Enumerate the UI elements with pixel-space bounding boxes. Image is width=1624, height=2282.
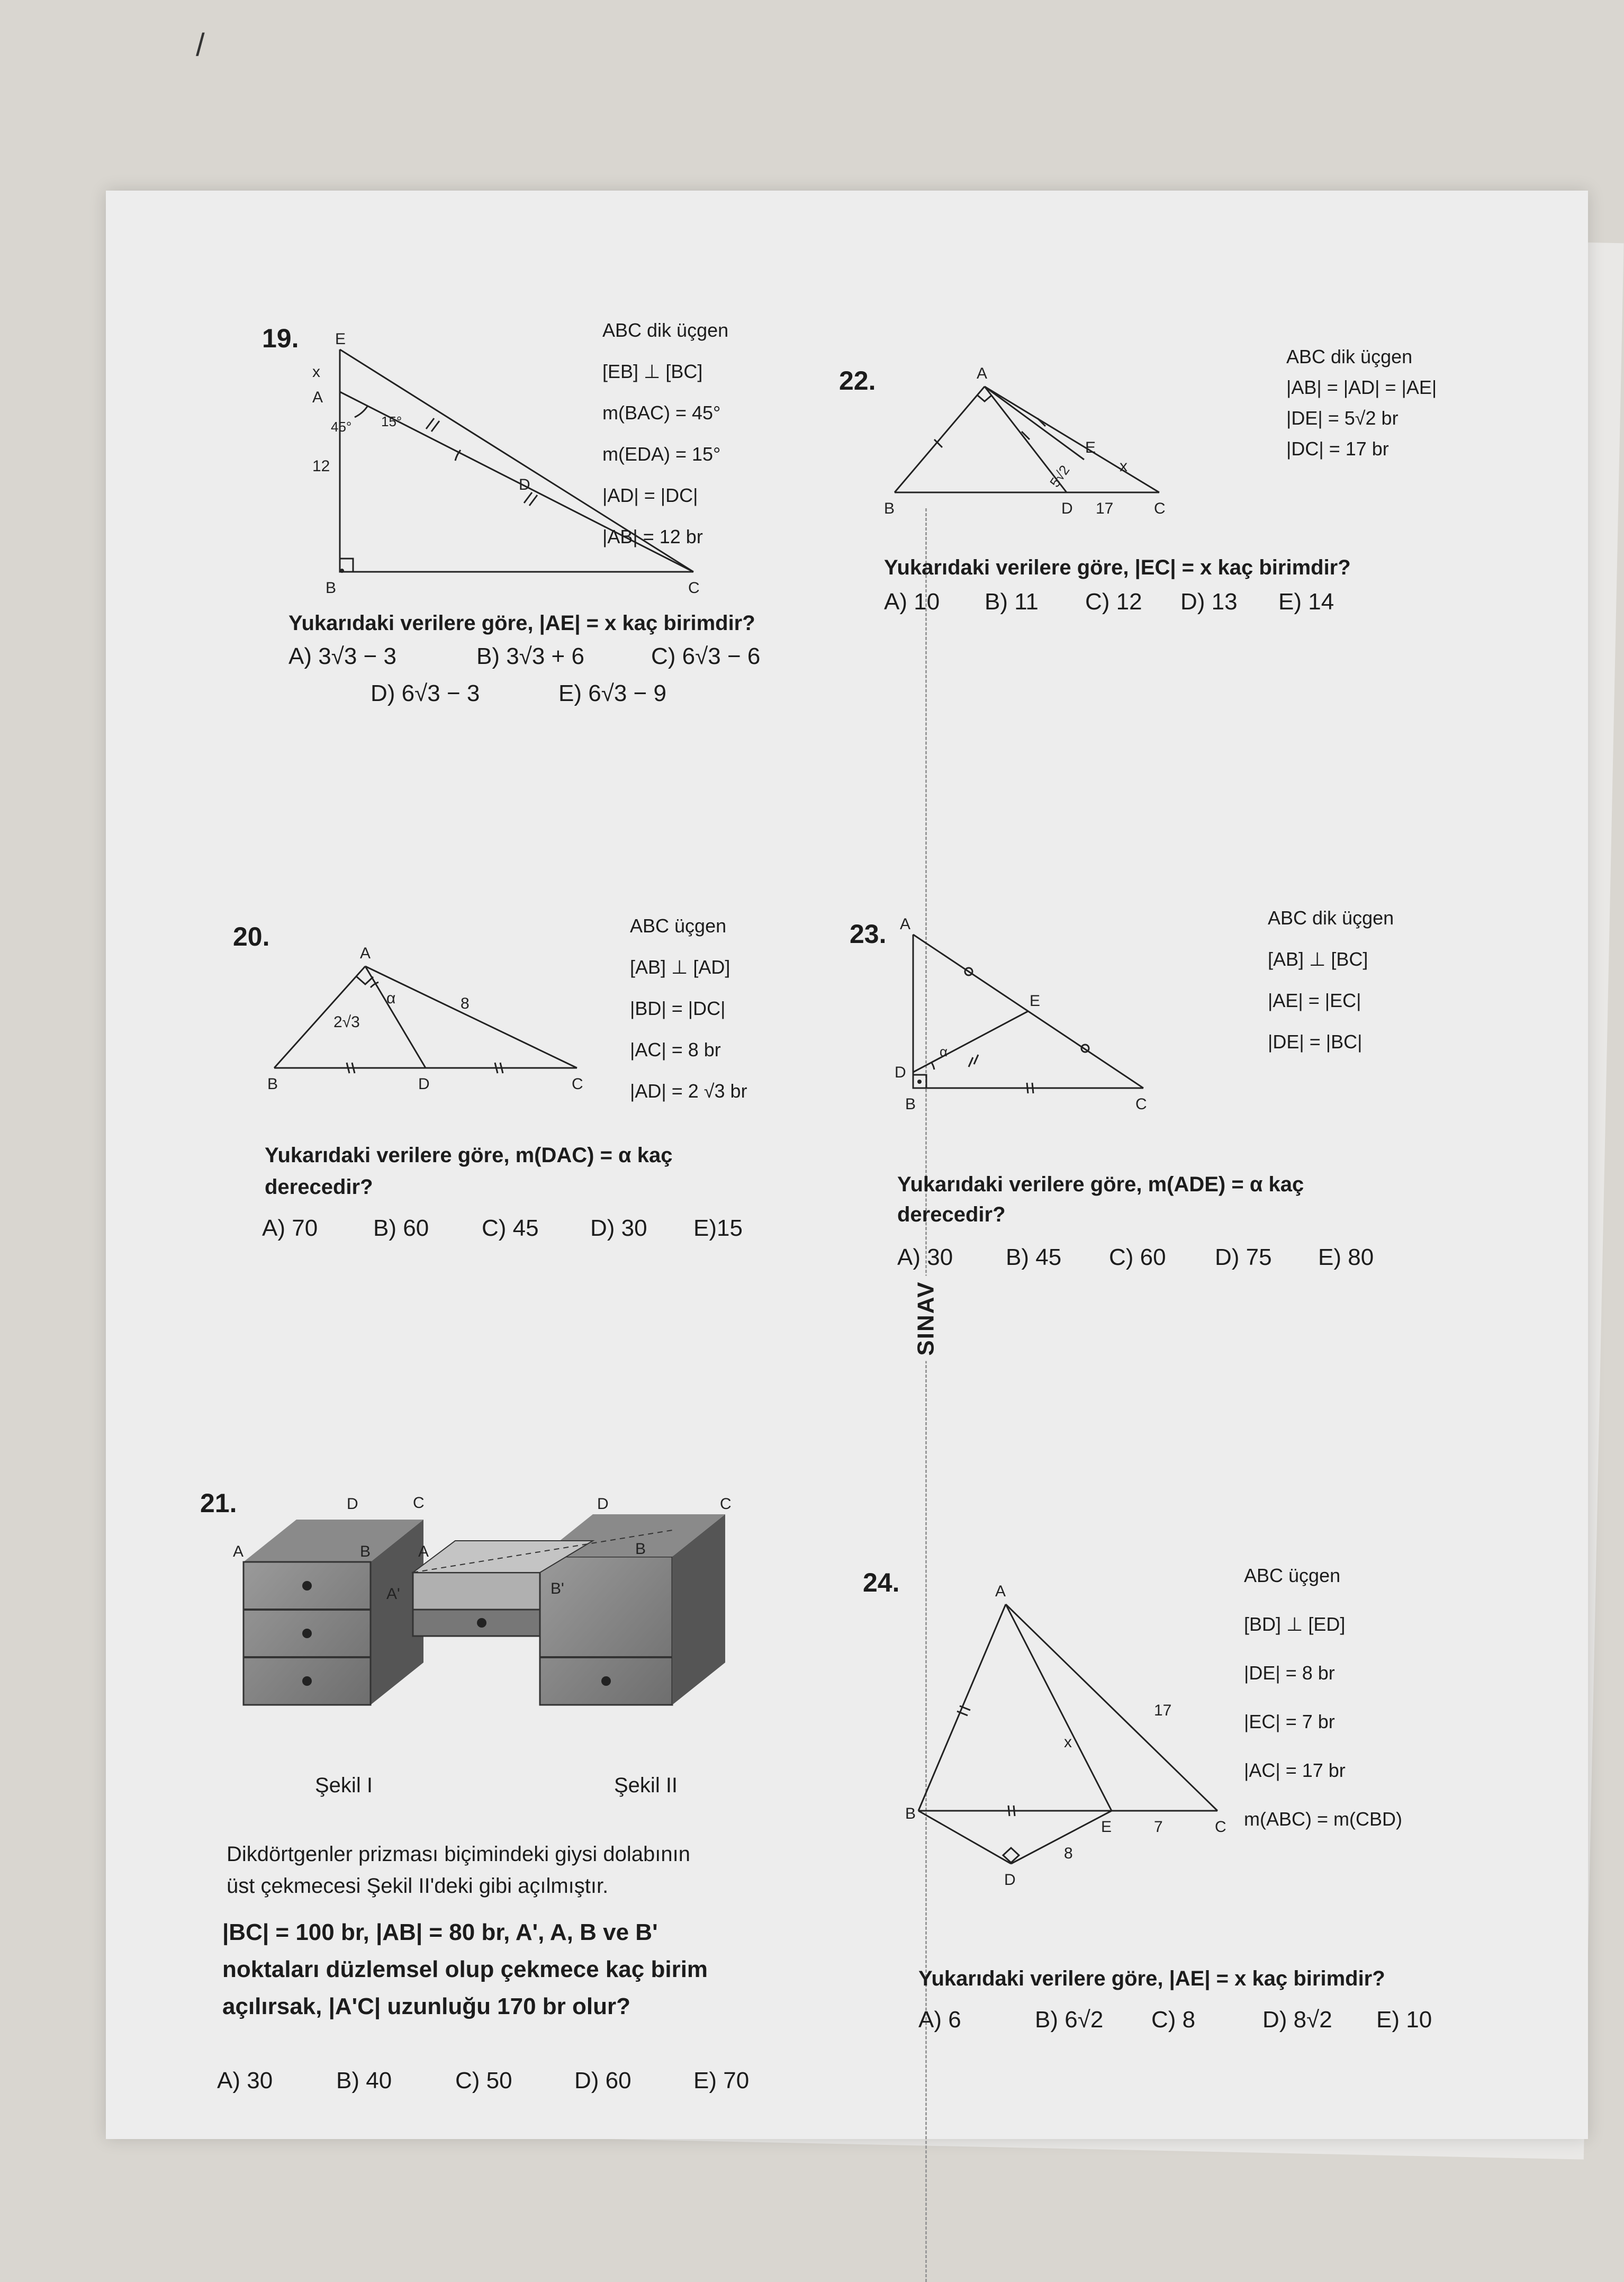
q19-given-4: m(EDA) = 15° xyxy=(602,443,721,465)
q21-option-b[interactable]: B) 40 xyxy=(336,2068,392,2094)
q23-given-4: |DE| = |BC| xyxy=(1268,1031,1363,1053)
q19-label-B: B xyxy=(326,579,337,597)
q23-given-1: ABC dik üçgen xyxy=(1268,907,1394,929)
q19-given-5: |AD| = |DC| xyxy=(602,484,698,506)
q23-given-2: [AB] ⊥ [BC] xyxy=(1268,948,1368,970)
q19-option-e[interactable]: E) 6√3 − 9 xyxy=(558,680,666,706)
q23-option-e[interactable]: E) 80 xyxy=(1318,1244,1374,1270)
q20-option-b[interactable]: B) 60 xyxy=(373,1215,429,1241)
q24-label-x: x xyxy=(1064,1733,1072,1751)
q24-label-A: A xyxy=(995,1583,1006,1600)
q20-label-A: A xyxy=(360,945,371,962)
q24-option-c[interactable]: C) 8 xyxy=(1151,2007,1196,2033)
q21-option-a[interactable]: A) 30 xyxy=(217,2068,273,2094)
q21-number: 21. xyxy=(200,1488,237,1518)
q19-given-1: ABC dik üçgen xyxy=(602,319,729,341)
q21-fig1-C: C xyxy=(413,1494,425,1512)
q22-question: Yukarıdaki verilere göre, |EC| = x kaç birimdir? xyxy=(884,556,1351,579)
q24-given-1: ABC üçgen xyxy=(1244,1565,1341,1586)
q23-label-alpha: α xyxy=(940,1044,948,1059)
q22-label-D: D xyxy=(1061,500,1073,517)
q24-question: Yukarıdaki verilere göre, |AE| = x kaç birimdir? xyxy=(918,1967,1385,1990)
q21-bold-line1: |BC| = 100 br, |AB| = 80 br, A', A, B ve B' xyxy=(222,1919,658,1945)
q23-question-line2: derecedir? xyxy=(897,1203,1006,1226)
q19-label-12: 12 xyxy=(312,457,330,475)
q19-option-a[interactable]: A) 3√3 − 3 xyxy=(288,643,396,669)
brand-text: SINAV xyxy=(913,1275,940,1361)
q22-label-A: A xyxy=(977,365,988,382)
q19-angle-45: 45° xyxy=(331,419,352,435)
q20-label-B: B xyxy=(267,1075,278,1093)
q21-text-line1: Dikdörtgenler prizması biçimindeki giysi dolabının xyxy=(227,1843,690,1866)
q23-label-A: A xyxy=(900,915,911,933)
q21-fig2-C: C xyxy=(720,1495,732,1513)
q24-label-D: D xyxy=(1004,1871,1016,1889)
q22-option-c[interactable]: C) 12 xyxy=(1085,589,1142,615)
q22-option-e[interactable]: E) 14 xyxy=(1278,589,1334,615)
q24-option-e[interactable]: E) 10 xyxy=(1376,2007,1432,2033)
q20-given xyxy=(630,905,747,1112)
q21-bold-line2: noktaları düzlemsel olup çekmece kaç birim xyxy=(222,1956,708,1982)
q23-question-line1: Yukarıdaki verilere göre, m(ADE) = α kaç xyxy=(897,1173,1304,1196)
q22-label-5r2: 5√2 xyxy=(1046,462,1073,490)
q20-option-e[interactable]: E)15 xyxy=(693,1215,743,1241)
q21-fig2-A: A xyxy=(418,1543,429,1560)
q24-label-7: 7 xyxy=(1154,1818,1163,1836)
q23-label-C: C xyxy=(1135,1095,1147,1113)
q24-label-C: C xyxy=(1215,1818,1226,1836)
q21-caption-2: Şekil II xyxy=(614,1774,678,1797)
q24-given-5: |AC| = 17 br xyxy=(1244,1759,1346,1781)
q22-option-d[interactable]: D) 13 xyxy=(1180,589,1238,615)
q22-label-x: x xyxy=(1120,457,1127,475)
q21-figure-cabinets xyxy=(233,1488,921,1763)
q19-label-D: D xyxy=(519,476,530,493)
q24-option-b[interactable]: B) 6√2 xyxy=(1035,2007,1104,2033)
q20-given-4: |AC| = 8 br xyxy=(630,1039,721,1061)
q24-label-E: E xyxy=(1101,1818,1112,1836)
q20-given-1: ABC üçgen xyxy=(630,915,727,937)
q23-option-b[interactable]: B) 45 xyxy=(1006,1244,1062,1270)
q19-given-3: m(BAC) = 45° xyxy=(602,402,721,424)
q20-label-D: D xyxy=(418,1075,430,1093)
q20-question-line1: Yukarıdaki verilere göre, m(DAC) = α kaç xyxy=(265,1144,673,1167)
q20-label-2r3: 2√3 xyxy=(333,1013,360,1031)
q19-option-b[interactable]: B) 3√3 + 6 xyxy=(476,643,584,669)
q21-fig2-D: D xyxy=(597,1495,609,1513)
q22-given-4: |DC| = 17 br xyxy=(1286,438,1389,460)
q19-question: Yukarıdaki verilere göre, |AE| = x kaç birimdir? xyxy=(288,612,755,635)
q21-fig1-D: D xyxy=(347,1495,358,1513)
q22-given-2: |AB| = |AD| = |AE| xyxy=(1286,376,1437,398)
pen-mark: / xyxy=(196,27,205,62)
q21-fig2-B: B xyxy=(635,1540,646,1558)
q19-given xyxy=(602,310,728,558)
q23-number: 23. xyxy=(850,919,887,949)
q20-option-d[interactable]: D) 30 xyxy=(590,1215,647,1241)
q23-given-3: |AE| = |EC| xyxy=(1268,990,1361,1011)
q21-fig1-B: B xyxy=(360,1543,371,1560)
q20-figure xyxy=(259,924,683,1109)
q24-option-a[interactable]: A) 6 xyxy=(918,2007,961,2033)
brand-logo xyxy=(895,1260,958,1377)
q24-option-d[interactable]: D) 8√2 xyxy=(1262,2007,1332,2033)
q21-caption-1: Şekil I xyxy=(315,1774,373,1797)
q19-label-x: x xyxy=(312,363,320,381)
q19-number: 19. xyxy=(262,324,299,353)
q19-option-c[interactable]: C) 6√3 − 6 xyxy=(651,643,761,669)
q24-label-17: 17 xyxy=(1154,1702,1172,1719)
q22-label-E: E xyxy=(1085,439,1096,456)
q23-option-c[interactable]: C) 60 xyxy=(1109,1244,1166,1270)
q21-option-d[interactable]: D) 60 xyxy=(574,2068,631,2094)
q20-question-line2: derecedir? xyxy=(265,1175,373,1199)
q24-label-8: 8 xyxy=(1064,1845,1073,1862)
q21-option-e[interactable]: E) 70 xyxy=(693,2068,750,2094)
q19-given-6: |AB| = 12 br xyxy=(602,526,703,547)
q22-option-a[interactable]: A) 10 xyxy=(884,589,940,615)
q23-figure xyxy=(889,915,1270,1141)
q24-given xyxy=(1244,1551,1402,1844)
q22-number: 22. xyxy=(839,366,876,396)
q23-option-a[interactable]: A) 30 xyxy=(897,1244,953,1270)
q24-label-B: B xyxy=(905,1805,916,1822)
q22-label-C: C xyxy=(1154,500,1166,517)
q24-given-6: m(ABC) = m(CBD) xyxy=(1244,1808,1402,1830)
q22-label-17: 17 xyxy=(1096,500,1114,517)
q22-given-1: ABC dik üçgen xyxy=(1286,346,1413,367)
q23-given xyxy=(1268,897,1394,1063)
cabinet-1 xyxy=(243,1520,423,1705)
q20-given-2: [AB] ⊥ [AD] xyxy=(630,956,730,978)
q22-given-3: |DE| = 5√2 br xyxy=(1286,407,1399,429)
q22-label-B: B xyxy=(884,500,895,517)
q24-given-2: [BD] ⊥ [ED] xyxy=(1244,1613,1346,1635)
q20-given-5: |AD| = 2 √3 br xyxy=(630,1080,747,1102)
q19-option-d[interactable]: D) 6√3 − 3 xyxy=(371,680,480,706)
q23-option-d[interactable]: D) 75 xyxy=(1215,1244,1272,1270)
q19-given-2: [EB] ⊥ [BC] xyxy=(602,361,703,382)
q20-option-c[interactable]: C) 45 xyxy=(482,1215,539,1241)
q24-given-3: |DE| = 8 br xyxy=(1244,1662,1335,1684)
q19-label-C: C xyxy=(688,579,700,597)
q20-option-a[interactable]: A) 70 xyxy=(262,1215,318,1241)
q20-label-8: 8 xyxy=(461,995,470,1012)
q22-given xyxy=(1286,342,1437,464)
q21-option-c[interactable]: C) 50 xyxy=(455,2068,512,2094)
q19-label-E: E xyxy=(335,330,346,348)
q21-fig2-A-prime: A' xyxy=(386,1585,400,1603)
q23-label-D: D xyxy=(895,1064,906,1081)
q23-label-E: E xyxy=(1030,992,1041,1010)
q20-given-3: |BD| = |DC| xyxy=(630,998,726,1019)
q23-label-B: B xyxy=(905,1095,916,1113)
q21-fig1-A: A xyxy=(233,1543,244,1560)
q22-option-b[interactable]: B) 11 xyxy=(985,589,1039,615)
q24-number: 24. xyxy=(863,1568,900,1597)
q19-label-A: A xyxy=(312,389,323,406)
q19-angle-15: 15° xyxy=(381,414,402,429)
q21-fig2-B-prime: B' xyxy=(551,1580,564,1597)
q20-label-alpha: α xyxy=(386,990,396,1007)
q21-text-line2: üst çekmecesi Şekil II'deki gibi açılmıştır. xyxy=(227,1874,609,1898)
q21-bold-line3: açılırsak, |A'C| uzunluğu 170 br olur? xyxy=(222,1993,631,2019)
exam-page xyxy=(106,191,1588,2139)
q24-given-4: |EC| = 7 br xyxy=(1244,1711,1335,1732)
q20-number: 20. xyxy=(233,922,270,951)
q20-label-C: C xyxy=(572,1075,583,1093)
q22-figure xyxy=(868,355,1292,545)
